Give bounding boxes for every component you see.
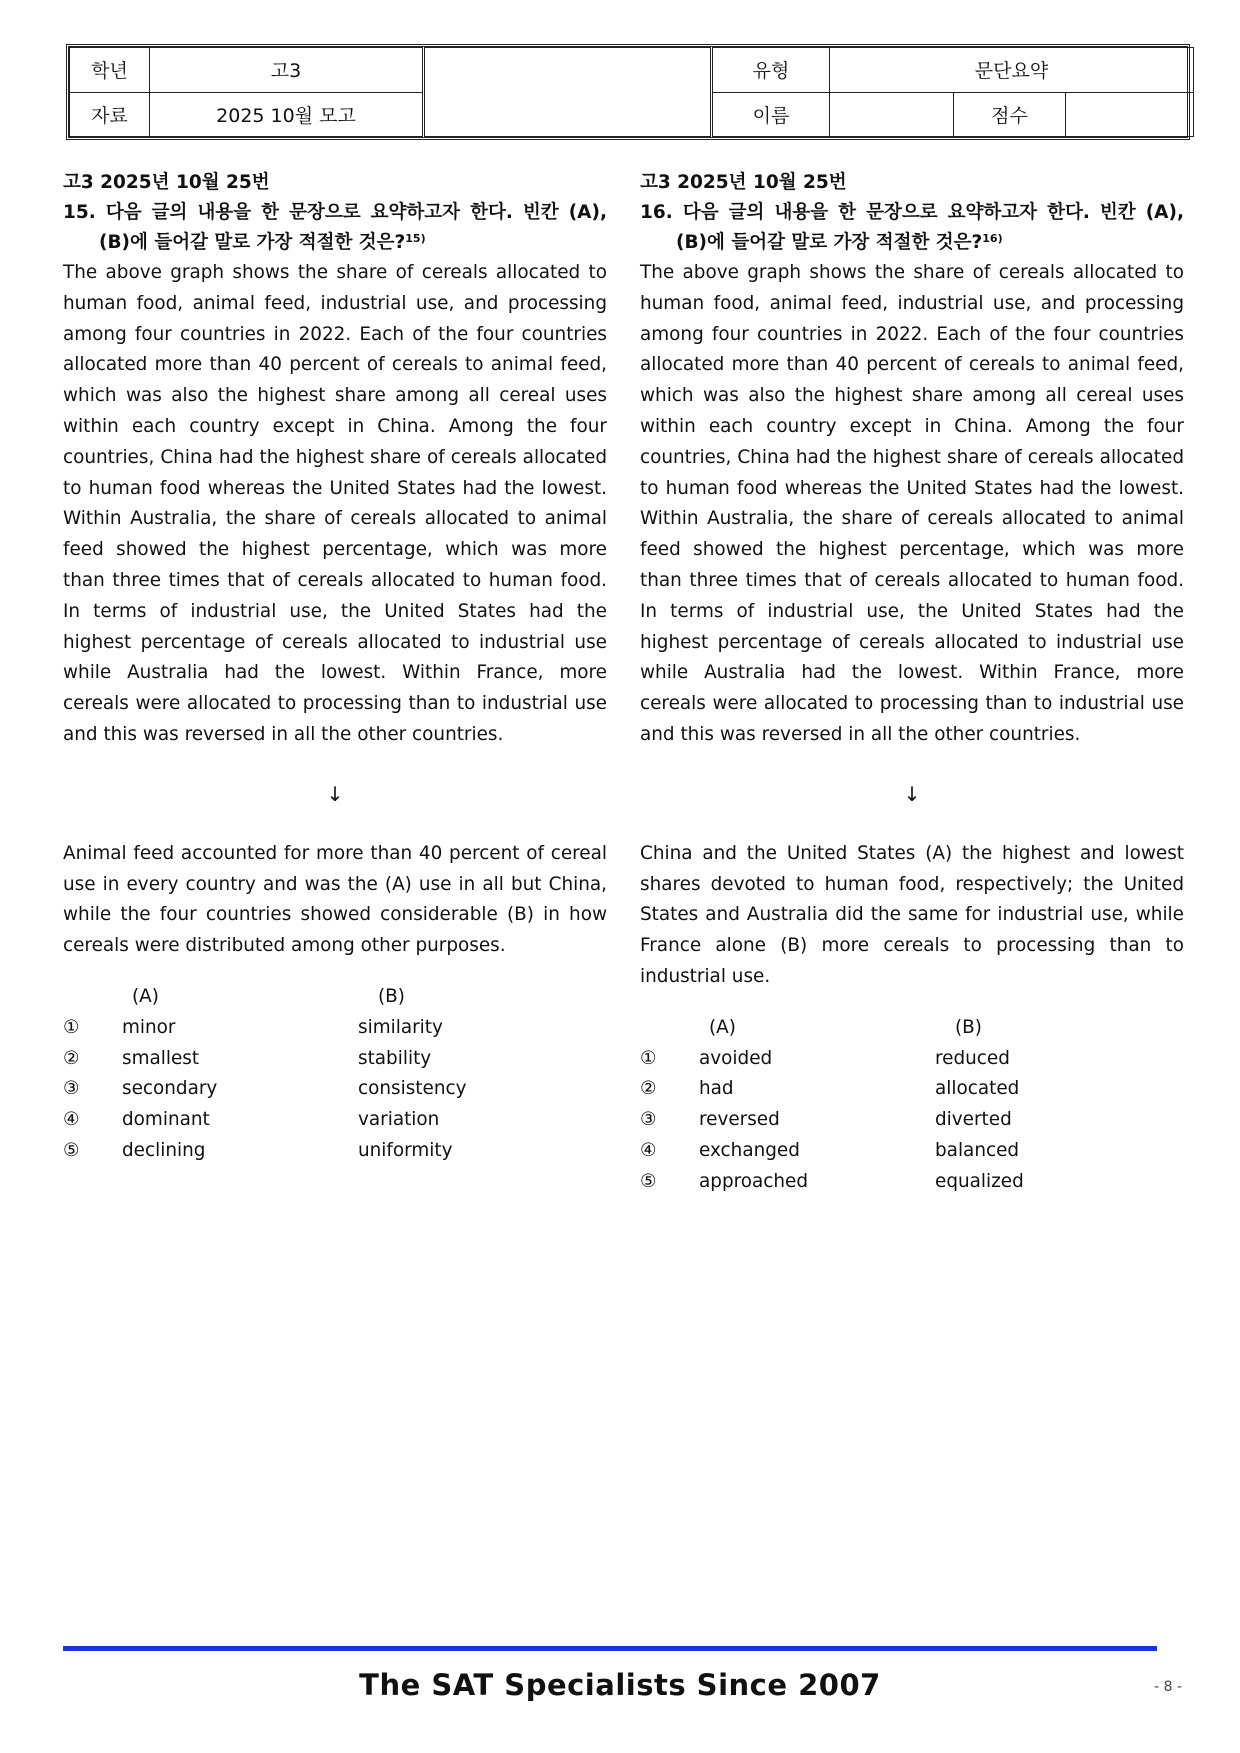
name-label: 이름 [712,92,830,137]
option-3[interactable]: ③ reversed diverted [640,1109,1012,1131]
option-5[interactable]: ⑤ approached equalized [640,1170,1024,1192]
score-label: 점수 [954,92,1066,137]
material-label: 자료 [70,92,150,137]
grade-label: 학년 [70,48,150,93]
type-value: 문단요약 [830,48,1194,93]
footer-slogan: The SAT Specialists Since 2007 [359,1668,881,1702]
down-arrow-icon: ↓ [326,781,344,806]
blank-cell [424,48,712,137]
page-number: - 8 - [1154,1679,1182,1695]
question-source: 고3 2025년 10월 25번 [63,172,270,193]
option-2[interactable]: ② had allocated [640,1078,1020,1100]
option-3[interactable]: ③ secondary consistency [63,1078,467,1100]
summary-sentence: China and the United States (A) the highest and lowest shares devoted to human food, respectively; the United States and Australia did the same for industrial use, while France alone (B) more cereals to processing than to industrial use. [640,842,1184,987]
option-4[interactable]: ④ exchanged balanced [640,1139,1020,1161]
option-4[interactable]: ④ dominant variation [63,1109,440,1131]
option-1[interactable]: ① avoided reduced [640,1047,1010,1069]
question-15 [63,168,607,1167]
type-label: 유형 [712,48,830,93]
footnote-ref: 16) [982,232,1003,245]
passage-text: The above graph shows the share of cereals allocated to human food, animal feed, industrial use, and processing among four countries in 2022. Each of the four countries allocated more than 40 percent of cereals to animal feed, which was also the highest share among all cereal uses within each country except in China. Among the four countries, China had the highest share of cereals allocated to human food whereas the United States had the lowest. Within Australia, the share of cereals allocated to animal feed showed the highest percentage, which was more than three times that of cereals allocated to human food. In terms of industrial use, the United States had the highest percentage of cereals allocated to industrial use while Australia had the lowest. Within France, more cereals were allocated to processing than to industrial use and this was reversed in all the other countries. [640,262,1184,745]
footnote-ref: 15) [405,232,426,245]
header-info-table [66,44,1190,140]
grade-value: 고3 [150,48,424,93]
question-source: 고3 2025년 10월 25번 [640,172,847,193]
footer-divider [63,1646,1157,1651]
name-field[interactable] [830,92,954,137]
down-arrow-icon: ↓ [903,781,921,806]
passage-text: The above graph shows the share of cereals allocated to human food, animal feed, industrial use, and processing among four countries in 2022. Each of the four countries allocated more than 40 percent of cereals to animal feed, which was also the highest share among all cereal uses within each country except in China. Among the four countries, China had the highest share of cereals allocated to human food whereas the United States had the lowest. Within Australia, the share of cereals allocated to animal feed showed the highest percentage, which was more than three times that of cereals allocated to human food. In terms of industrial use, the United States had the highest percentage of cereals allocated to industrial use while Australia had the lowest. Within France, more cereals were allocated to processing than to industrial use and this was reversed in all the other countries. [63,262,607,745]
options-header: (A) (B) [709,1016,982,1038]
answer-options [640,1013,1184,1198]
question-title: 16. 다음 글의 내용을 한 문장으로 요약하고자 한다. 빈칸 (A), (B)에 들어갈 말로 가장 적절한 것은?$^{16)}$ [640,202,1184,253]
answer-options [63,982,607,1167]
option-2[interactable]: ② smallest stability [63,1047,432,1069]
question-title: 15. 다음 글의 내용을 한 문장으로 요약하고자 한다. 빈칸 (A), (B)에 들어갈 말로 가장 적절한 것은?$^{15)}$ [63,202,607,253]
summary-sentence: Animal feed accounted for more than 40 percent of cereal use in every country and was the (A) use in all but China, while the four countries showed considerable (B) in how cereals were distributed among other purposes. [63,842,607,957]
options-header: (A) (B) [132,985,405,1007]
option-5[interactable]: ⑤ declining uniformity [63,1139,453,1161]
question-16 [640,168,1184,1198]
option-1[interactable]: ① minor similarity [63,1016,443,1038]
material-value: 2025 10월 모고 [150,92,424,137]
score-field[interactable] [1066,92,1194,137]
